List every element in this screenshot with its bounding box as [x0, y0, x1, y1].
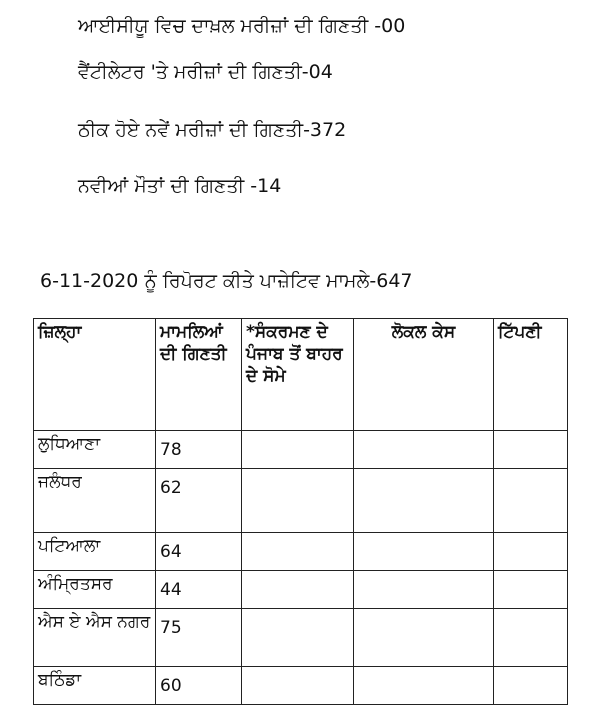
empty-cell	[242, 533, 354, 571]
district-cell: ਲੁਧਿਆਣਾ	[34, 431, 156, 469]
count-cell: 60	[156, 667, 242, 705]
table-row	[34, 667, 568, 705]
empty-cell	[354, 533, 494, 571]
empty-cell	[354, 571, 494, 609]
count-cell: 44	[156, 571, 242, 609]
count-cell: 75	[156, 609, 242, 667]
district-cell: ਅੰਮ੍ਰਿਤਸਰ	[34, 571, 156, 609]
empty-cell	[354, 667, 494, 705]
empty-cell	[242, 431, 354, 469]
empty-cell	[494, 431, 568, 469]
empty-cell	[494, 609, 568, 667]
recovered-patients-stat: ਠੀਕ ਹੋਏ ਨਵੇਂ ਮਰੀਜ਼ਾਂ ਦੀ ਗਿਣਤੀ-372	[78, 119, 347, 141]
empty-cell	[494, 469, 568, 533]
table-row	[34, 609, 568, 667]
empty-cell	[354, 469, 494, 533]
table-row	[34, 431, 568, 469]
count-cell: 62	[156, 469, 242, 533]
empty-cell	[242, 469, 354, 533]
empty-cell	[354, 431, 494, 469]
district-cell: ਜਲੰਧਰ	[34, 469, 156, 533]
ventilator-patients-stat: ਵੈਂਟੀਲੇਟਰ 'ਤੇ ਮਰੀਜ਼ਾਂ ਦੀ ਗਿਣਤੀ-04	[78, 61, 333, 83]
district-cell: ਐਸ ਏ ਐਸ ਨਗਰ	[34, 609, 156, 667]
header-local-cases: ਲੋਕਲ ਕੇਸ	[354, 319, 494, 431]
empty-cell	[494, 571, 568, 609]
table-row	[34, 571, 568, 609]
empty-cell	[354, 609, 494, 667]
count-cell: 64	[156, 533, 242, 571]
count-cell: 78	[156, 431, 242, 469]
table-row	[34, 533, 568, 571]
empty-cell	[494, 667, 568, 705]
empty-cell	[242, 667, 354, 705]
district-cases-table	[33, 318, 568, 705]
new-deaths-stat: ਨਵੀਆਂ ਮੌਤਾਂ ਦੀ ਗਿਣਤੀ -14	[78, 175, 282, 197]
reported-cases-line: 6-11-2020 ਨੂੰ ਰਿਪੋਰਟ ਕੀਤੇ ਪਾਜ਼ੇਟਿਵ ਮਾਮਲੇ-647	[40, 270, 413, 292]
table-header-row	[34, 319, 568, 431]
table-row	[34, 469, 568, 533]
header-case-count: ਮਾਮਲਿਆਂ ਦੀ ਗਿਣਤੀ	[156, 319, 242, 431]
empty-cell	[242, 571, 354, 609]
empty-cell	[494, 533, 568, 571]
header-district: ਜ਼ਿਲ੍ਹਾ	[34, 319, 156, 431]
district-cell: ਬਠਿੰਡਾ	[34, 667, 156, 705]
district-cell: ਪਟਿਆਲਾ	[34, 533, 156, 571]
icu-patients-stat: ਆਈਸੀਯੂ ਵਿਚ ਦਾਖ਼ਲ ਮਰੀਜ਼ਾਂ ਦੀ ਗਿਣਤੀ -00	[78, 15, 406, 37]
empty-cell	[242, 609, 354, 667]
header-outside-source: *ਸੰਕਰਮਣ ਦੇ ਪੰਜਾਬ ਤੋਂ ਬਾਹਰ ਦੇ ਸੋਮੇ	[242, 319, 354, 431]
header-remarks: ਟਿੱਪਣੀ	[494, 319, 568, 431]
